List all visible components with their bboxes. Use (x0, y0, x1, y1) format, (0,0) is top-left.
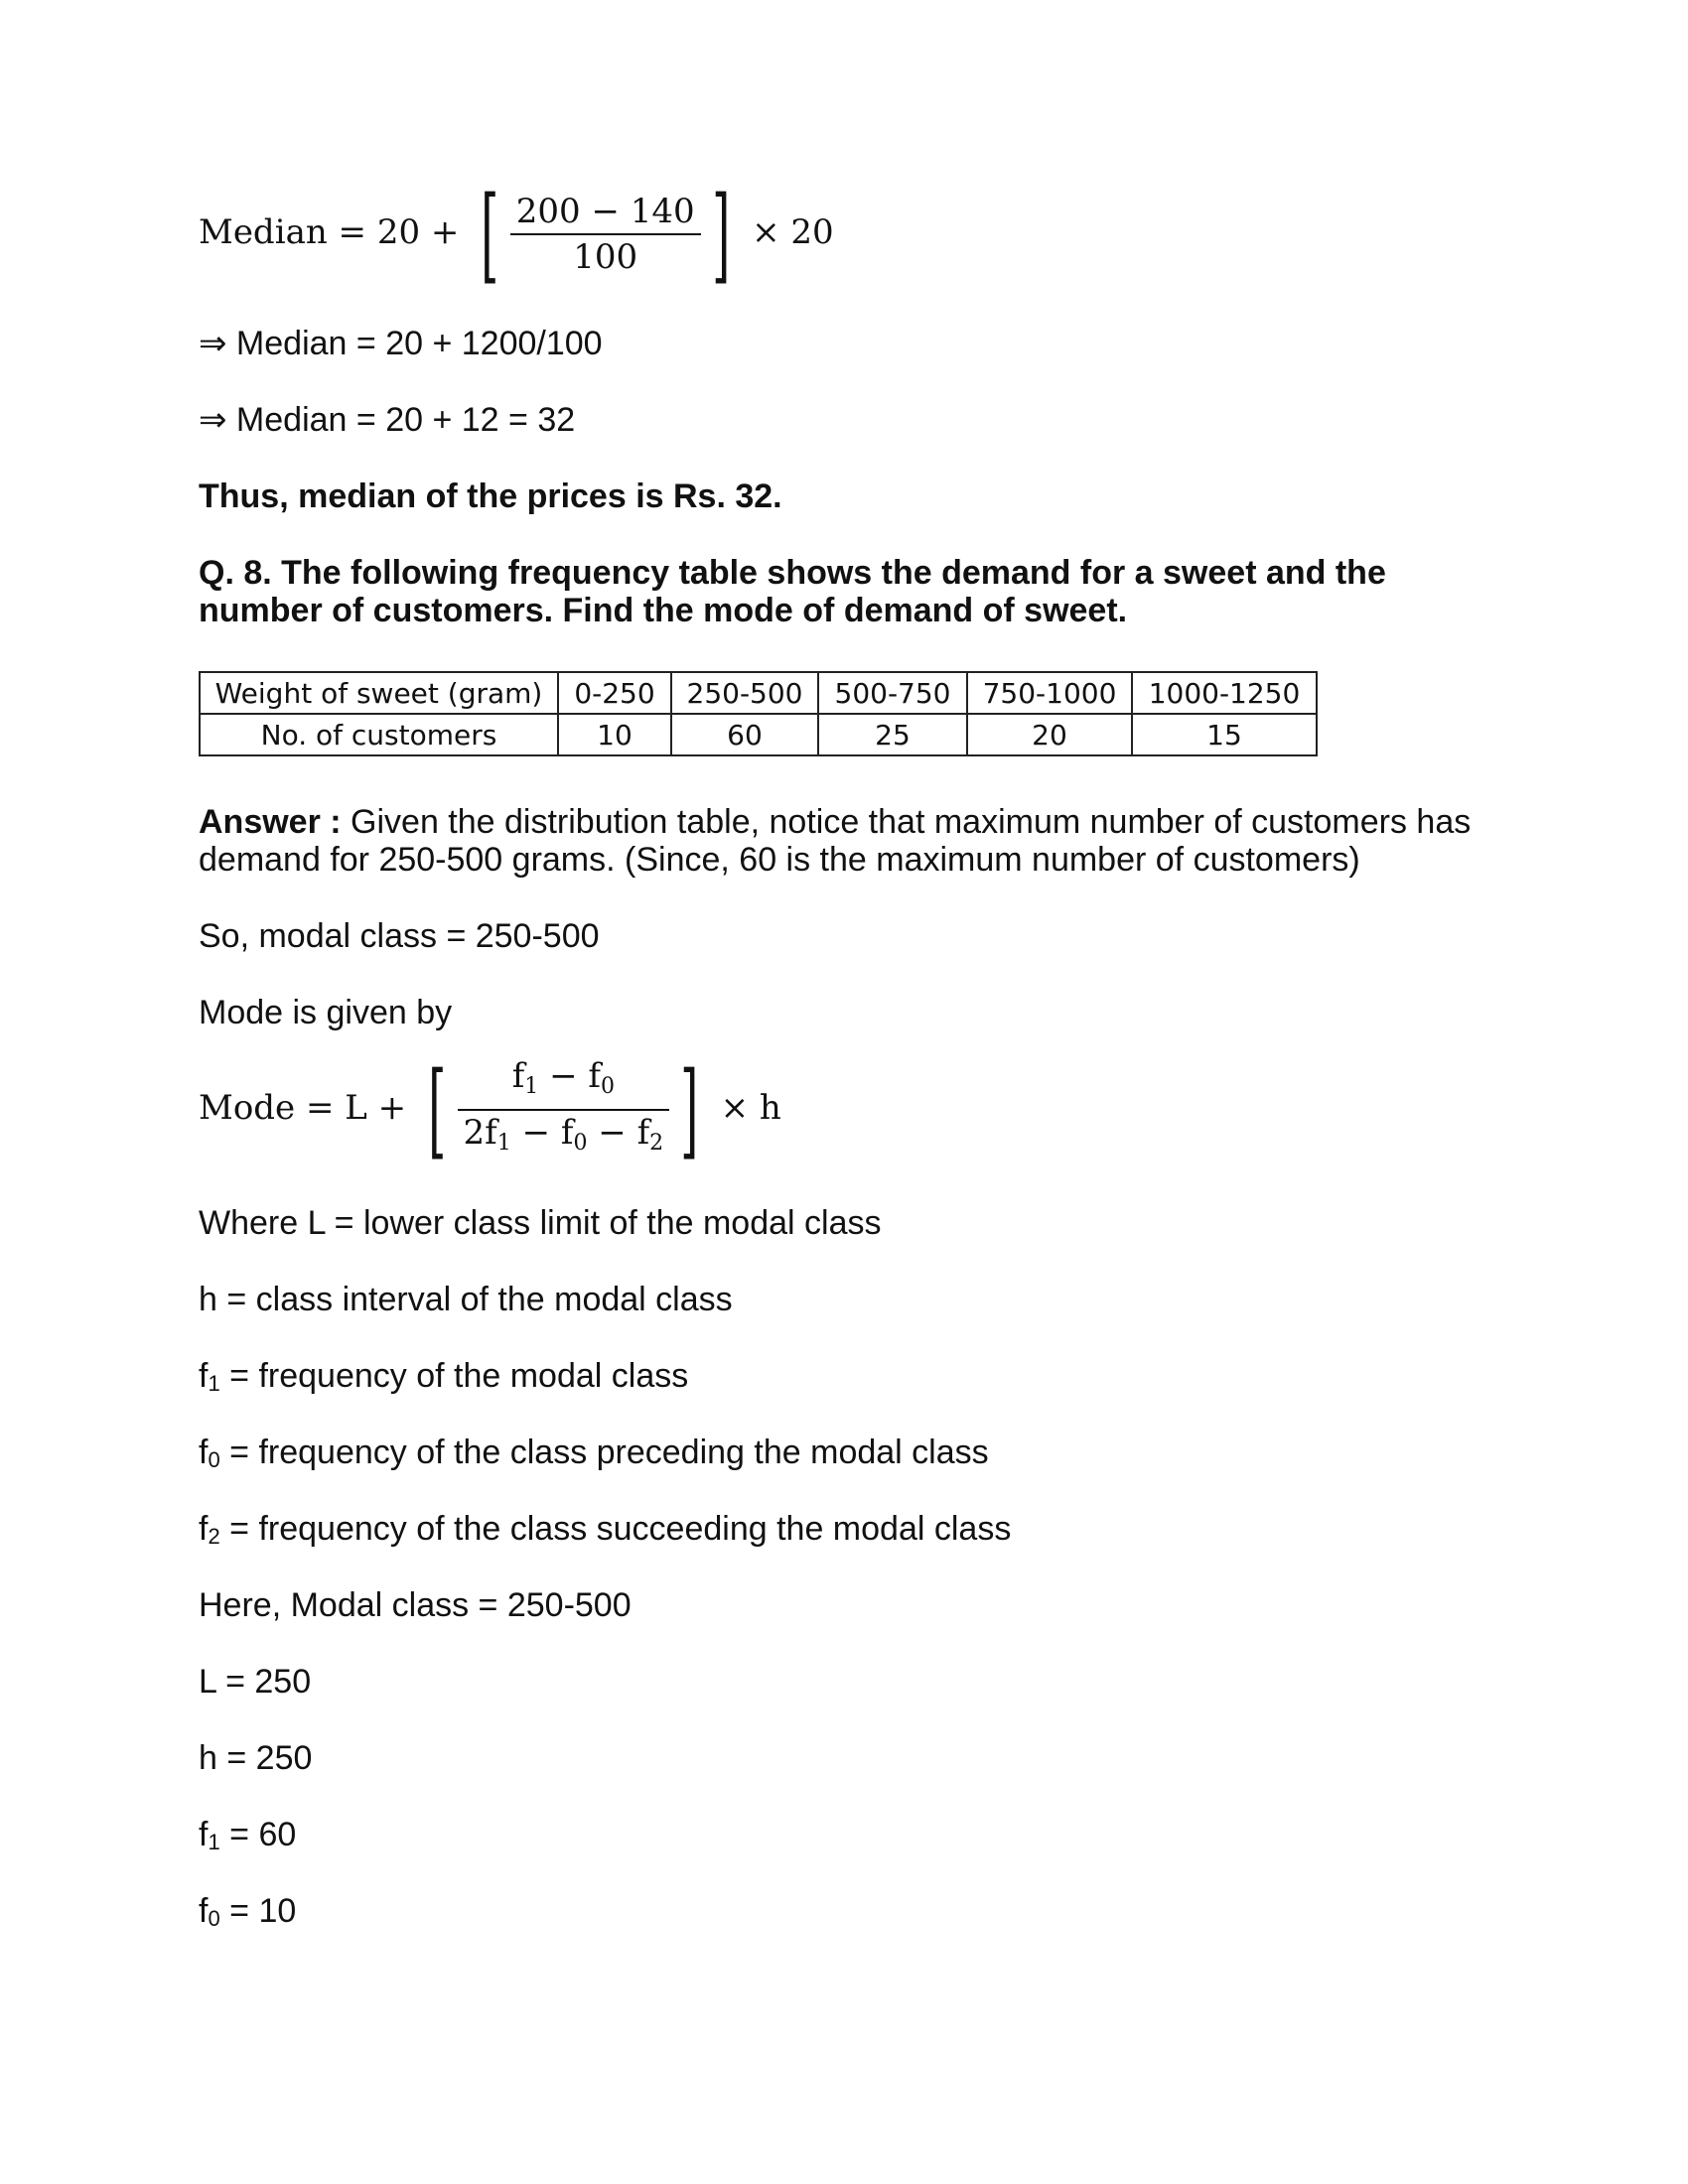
L-value-line: L = 250 (199, 1663, 312, 1701)
minus-sign: − (538, 1056, 589, 1096)
definition-text: = frequency of the class succeeding the modal class (219, 1510, 1012, 1548)
table-cell: Weight of sweet (gram) (200, 672, 558, 714)
table-cell: 750-1000 (967, 672, 1132, 714)
subscript: 1 (524, 1074, 539, 1099)
table-cell: 0-250 (558, 672, 671, 714)
median-fraction (510, 190, 701, 279)
subscript: 1 (496, 1131, 511, 1156)
symbol-f: f (199, 1892, 209, 1930)
table-cell: 60 (671, 714, 818, 755)
f1-definition-line (199, 1356, 688, 1404)
table-cell: 15 (1132, 714, 1317, 755)
answer-label: Answer : (199, 803, 342, 841)
frequency-table (199, 671, 1318, 756)
minus-sign: − (510, 1113, 561, 1153)
mode-formula (199, 1049, 781, 1170)
f1-value-line (199, 1815, 296, 1862)
mode-formula-tail: × h (720, 1088, 781, 1128)
subscript: 1 (208, 1371, 220, 1396)
symbol-f: f (511, 1056, 525, 1096)
table-cell: No. of customers (200, 714, 558, 755)
table-cell: 1000-1250 (1132, 672, 1317, 714)
median-step-2: ⇒ Median = 20 + 12 = 32 (199, 401, 576, 439)
table-cell: 10 (558, 714, 671, 755)
f2-definition-line (199, 1509, 1011, 1557)
median-denominator: 100 (573, 237, 638, 277)
symbol-f: f (199, 1433, 209, 1471)
f0-definition-line (199, 1433, 989, 1480)
answer-text-1: Given the distribution table, notice that maximum number of customers has (341, 803, 1472, 841)
table-row-weight (200, 672, 1317, 714)
table-cell: 500-750 (818, 672, 967, 714)
subscript: 2 (649, 1131, 664, 1156)
mode-denominator (458, 1111, 670, 1165)
h-definition-line: h = class interval of the modal class (199, 1281, 733, 1318)
median-formula (199, 174, 834, 295)
subscript: 0 (573, 1131, 588, 1156)
symbol-f: f (636, 1113, 650, 1153)
subscript: 2 (208, 1524, 220, 1549)
symbol-f: f (199, 1816, 209, 1853)
answer-line-2: demand for 250-500 grams. (Since, 60 is the maximum number of customers) (199, 841, 1360, 879)
definition-text: = frequency of the class preceding the modal class (219, 1433, 989, 1471)
mode-given-line: Mode is given by (199, 994, 453, 1031)
h-value-line: h = 250 (199, 1739, 313, 1777)
median-conclusion: Thus, median of the prices is Rs. 32. (199, 478, 782, 515)
subscript: 0 (601, 1074, 615, 1099)
symbol-f: f (199, 1357, 209, 1395)
mode-fraction (458, 1054, 670, 1165)
symbol-2f: 2f (463, 1113, 497, 1153)
subscript: 0 (208, 1906, 220, 1931)
median-formula-tail: × 20 (752, 212, 834, 252)
question-8-line-1: Q. 8. The following frequency table shows the demand for a sweet and the (199, 554, 1386, 592)
median-step-1: ⇒ Median = 20 + 1200/100 (199, 325, 603, 362)
definition-text: = frequency of the modal class (219, 1357, 689, 1395)
right-bracket: ] (680, 1049, 699, 1170)
where-L-line: Where L = lower class limit of the modal class (199, 1204, 882, 1242)
table-row-customers (200, 714, 1317, 755)
subscript: 0 (208, 1447, 220, 1472)
mode-numerator (458, 1054, 670, 1111)
value-text: = 10 (219, 1892, 297, 1930)
table-cell: 250-500 (671, 672, 818, 714)
left-bracket: [ (481, 174, 499, 295)
subscript: 1 (208, 1830, 220, 1854)
here-modal-class-line: Here, Modal class = 250-500 (199, 1586, 632, 1624)
symbol-f: f (199, 1510, 209, 1548)
symbol-f: f (588, 1056, 601, 1096)
modal-class-line: So, modal class = 250-500 (199, 917, 600, 955)
question-8-line-2: number of customers. Find the mode of demand of sweet. (199, 592, 1128, 629)
table-cell: 25 (818, 714, 967, 755)
left-bracket: [ (428, 1049, 447, 1170)
median-formula-lhs: Median = 20 + (199, 212, 471, 252)
answer-line-1 (199, 802, 1471, 842)
median-numerator: 200 − 140 (510, 190, 701, 235)
table-cell: 20 (967, 714, 1132, 755)
symbol-f: f (560, 1113, 574, 1153)
right-bracket: ] (711, 174, 731, 295)
minus-sign: − (587, 1113, 637, 1153)
mode-formula-lhs: Mode = L + (199, 1088, 417, 1128)
f0-value-line (199, 1891, 296, 1939)
value-text: = 60 (219, 1816, 297, 1853)
